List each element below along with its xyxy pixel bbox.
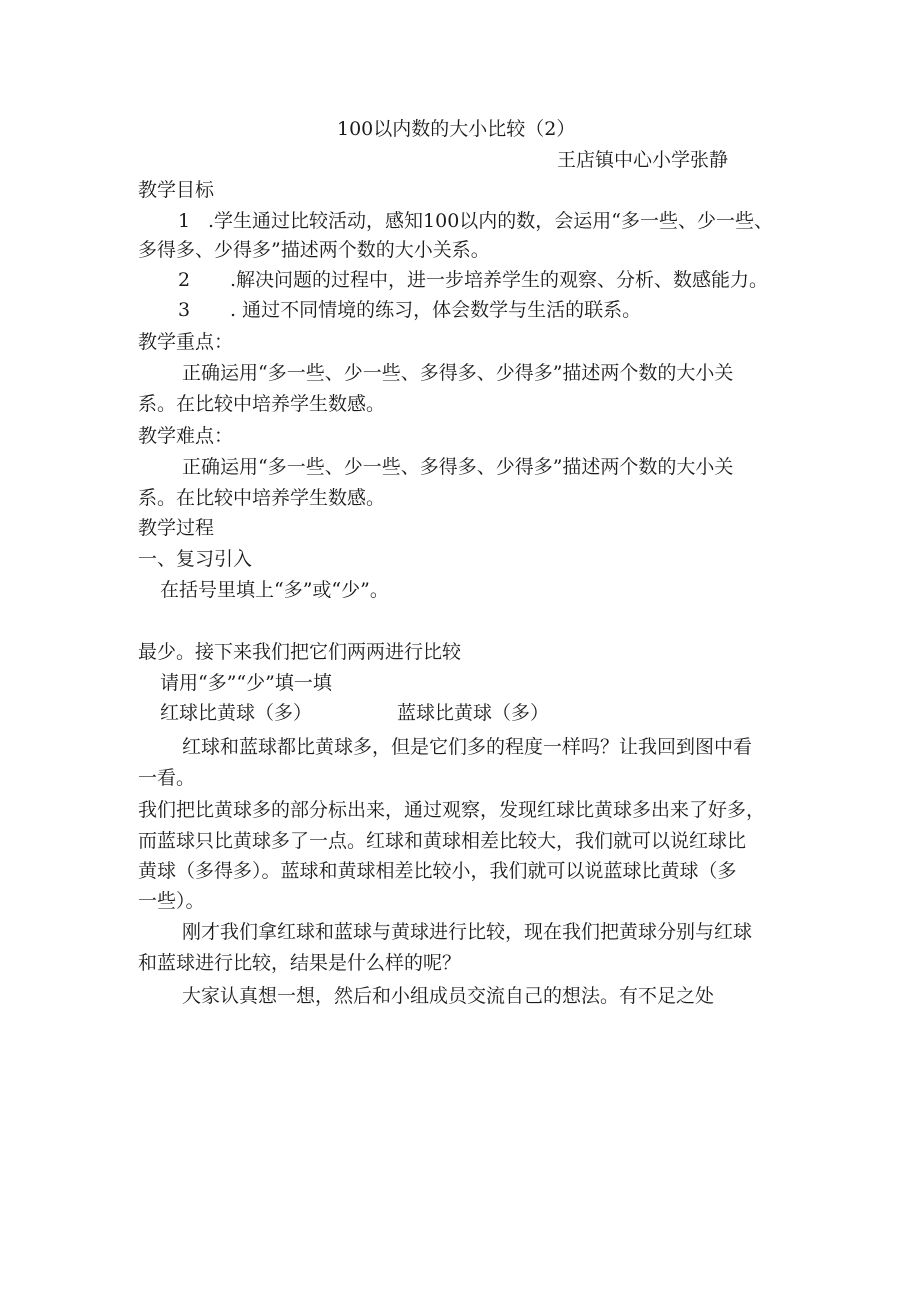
paragraph-line: 和蓝球进行比较，结果是什么样的呢？ <box>138 952 462 974</box>
difficulties-line: 正确运用“多一些、少一些、多得多、少得多”描述两个数的大小关 <box>182 456 734 478</box>
key-points-line: 系。在比较中培养学生数感。 <box>138 393 386 415</box>
goal-item-1-cont: 多得多、少得多”描述两个数的大小关系。 <box>138 239 490 261</box>
key-points-heading: 教学重点： <box>138 331 234 353</box>
goal-number: 1 <box>178 210 191 232</box>
paragraph-line: 而蓝球只比黄球多了一点。红球和黄球相差比较大，我们就可以说红球比 <box>138 830 747 852</box>
paragraph-line: 大家认真想一想，然后和小组成员交流自己的想法。有不足之处 <box>182 985 715 1007</box>
paragraph-line: 刚才我们拿红球和蓝球与黄球进行比较，现在我们把黄球分别与红球 <box>182 921 753 943</box>
paragraph-line: 红球和蓝球都比黄球多，但是它们多的程度一样吗？让我回到图中看 <box>182 736 753 758</box>
goal-item-1 <box>178 209 773 233</box>
goals-heading: 教学目标 <box>138 179 215 201</box>
answer-red: 红球比黄球（多） <box>160 702 313 724</box>
fill-prompt: 在括号里填上“多”或“少”。 <box>160 579 389 601</box>
document-title: 100以内数的大小比较（2） <box>337 118 576 140</box>
goal-text: . 通过不同情境的练习，体会数学与生活的联系。 <box>230 299 642 321</box>
paragraph-line: 一看。 <box>138 767 196 789</box>
process-heading: 教学过程 <box>138 517 215 539</box>
difficulties-heading: 教学难点： <box>138 425 234 447</box>
paragraph-line: 黄球（多得多）。蓝球和黄球相差比较小，我们就可以说蓝球比黄球（多 <box>138 860 737 882</box>
fill-instruction: 请用“多”“少”填一填 <box>160 672 332 694</box>
author-line: 王店镇中心小学张静 <box>557 149 729 171</box>
paragraph-line: 我们把比黄球多的部分标出来，通过观察，发现红球比黄球多出来了好多， <box>138 799 766 821</box>
goal-text: .解决问题的过程中，进一步培养学生的观察、分析、数感能力。 <box>230 269 769 291</box>
goal-item-3 <box>178 298 641 322</box>
answer-blue: 蓝球比黄球（多） <box>397 702 550 724</box>
section-heading-review: 一、复习引入 <box>138 548 253 570</box>
goal-text: .学生通过比较活动，感知100以内的数，会运用“多一些、少一些、 <box>208 210 774 232</box>
goal-number: 3 <box>178 299 191 321</box>
goal-item-2 <box>178 268 768 292</box>
goal-number: 2 <box>178 269 191 291</box>
paragraph-line: 一些）。 <box>138 890 205 912</box>
compare-intro: 最少。接下来我们把它们两两进行比较 <box>138 641 462 663</box>
key-points-line: 正确运用“多一些、少一些、多得多、少得多”描述两个数的大小关 <box>182 362 734 384</box>
difficulties-line: 系。在比较中培养学生数感。 <box>138 487 386 509</box>
